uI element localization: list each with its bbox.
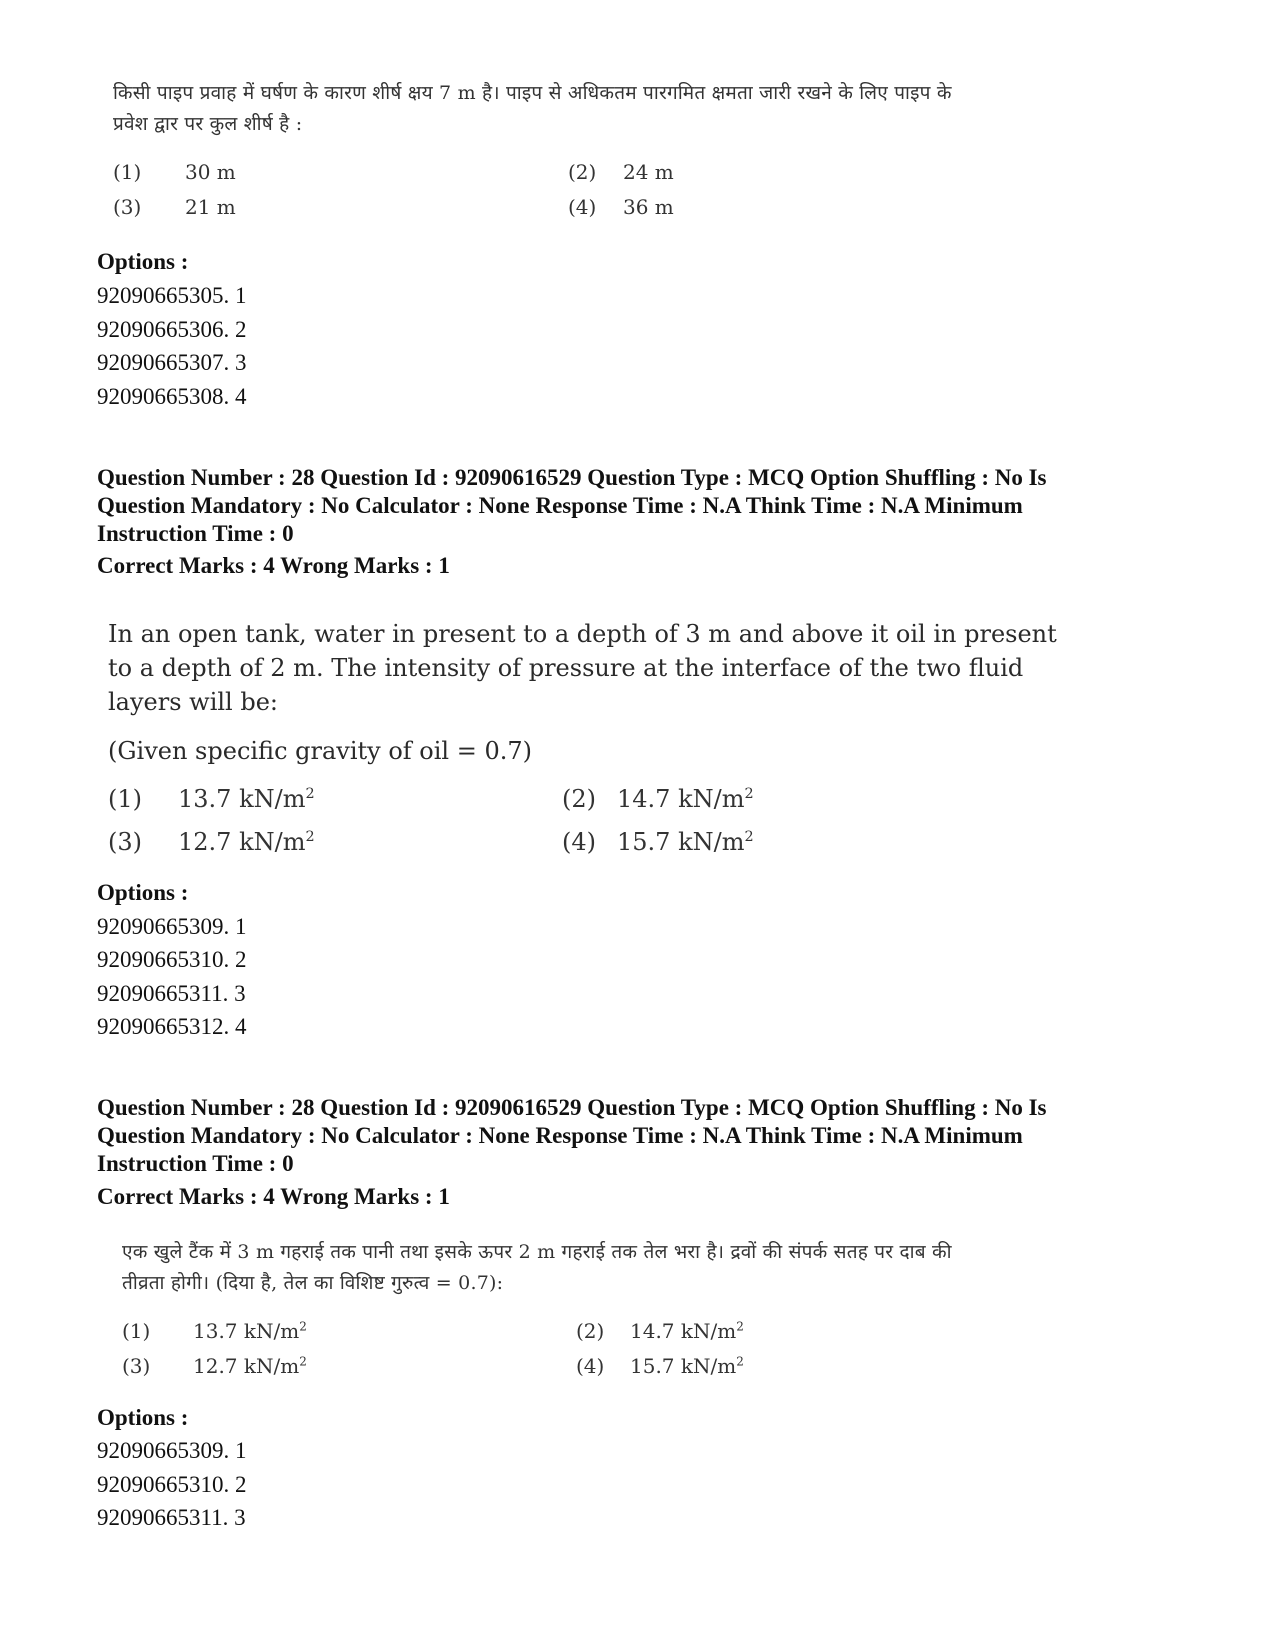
- choice-value: 21 m: [185, 195, 236, 219]
- choice-value: 30 m: [185, 160, 236, 184]
- choice-number: (3): [108, 828, 142, 856]
- question-meta: [97, 1094, 1237, 1178]
- choice-value: 14.7 $kN/m^2$: [630, 1319, 744, 1343]
- choice-number: (4): [562, 828, 596, 856]
- options-label: Options :: [97, 880, 189, 905]
- options-label: Options :: [97, 1405, 189, 1430]
- choice-value: 14.7 $kN/m^2$: [617, 785, 754, 813]
- option-line: 92090665306. 2: [97, 317, 247, 342]
- choice-value: 36 m: [623, 195, 674, 219]
- option-line: 92090665309. 1: [97, 914, 247, 939]
- choice-number: (2): [568, 160, 597, 184]
- meta-line: Question Number : 28 Question Id : 92090616529 Question Type : MCQ Option Shuffling : No Is: [97, 465, 1047, 490]
- choice-number: (2): [576, 1319, 605, 1343]
- choice-number: (4): [576, 1354, 605, 1378]
- option-line: 92090665305. 1: [97, 283, 247, 308]
- choice-value: 24 m: [623, 160, 674, 184]
- question-line: to a depth of 2 m. The intensity of pressure at the interface of the two fluid: [108, 654, 1024, 682]
- choice-value: 15.7 $kN/m^2$: [630, 1354, 744, 1378]
- option-line: 92090665307. 3: [97, 350, 247, 375]
- superscript: 2: [736, 1354, 744, 1369]
- superscript: 2: [305, 829, 315, 845]
- option-line: 92090665310. 2: [97, 1472, 247, 1497]
- choice-number: (1): [108, 785, 142, 813]
- option-line: 92090665311. 3: [97, 981, 246, 1006]
- choice-number: (3): [122, 1354, 151, 1378]
- choice-value: 13.7 $kN/m^2$: [178, 785, 315, 813]
- marks-line: Correct Marks : 4 Wrong Marks : 1: [97, 553, 450, 578]
- question-line: प्रवेश द्वार पर कुल शीर्ष है :: [113, 113, 303, 135]
- option-line: 92090665312. 4: [97, 1014, 247, 1039]
- choice-value: 12.7 $kN/m^2$: [193, 1354, 307, 1378]
- superscript: 2: [305, 786, 315, 802]
- question-meta: [97, 464, 1237, 548]
- choice-value: 13.7 $kN/m^2$: [193, 1319, 307, 1343]
- question-line: किसी पाइप प्रवाह में घर्षण के कारण शीर्ष क्षय 7 m है। पाइप से अधिकतम पारगमित क्षमता जारी रखने के लिए पाइप के: [113, 82, 952, 104]
- choice-number: (3): [113, 195, 142, 219]
- question-text-hindi-1: [113, 78, 1073, 140]
- options-label: Options :: [97, 249, 189, 274]
- choice-value: 15.7 $kN/m^2$: [617, 828, 754, 856]
- choice-number: (4): [568, 195, 597, 219]
- superscript: 2: [299, 1354, 307, 1369]
- marks-line: Correct Marks : 4 Wrong Marks : 1: [97, 1184, 450, 1209]
- superscript: 2: [744, 786, 754, 802]
- option-line: 92090665311. 3: [97, 1505, 246, 1530]
- question-text-hindi-2: [122, 1237, 1082, 1299]
- question-text-english: [108, 617, 1068, 719]
- superscript: 2: [744, 829, 754, 845]
- choice-number: (2): [562, 785, 596, 813]
- given-note: (Given specific gravity of oil = 0.7): [108, 737, 533, 765]
- meta-line: Instruction Time : 0: [97, 1151, 294, 1176]
- meta-line: Instruction Time : 0: [97, 521, 294, 546]
- question-line: layers will be:: [108, 688, 279, 716]
- question-line: In an open tank, water in present to a depth of 3 m and above it oil in present: [108, 620, 1057, 648]
- option-line: 92090665309. 1: [97, 1438, 247, 1463]
- meta-line: Question Number : 28 Question Id : 92090616529 Question Type : MCQ Option Shuffling : No Is: [97, 1095, 1047, 1120]
- option-line: 92090665308. 4: [97, 384, 247, 409]
- choice-number: (1): [113, 160, 142, 184]
- superscript: 2: [299, 1319, 307, 1334]
- choice-number: (1): [122, 1319, 151, 1343]
- meta-line: Question Mandatory : No Calculator : None Response Time : N.A Think Time : N.A Minimum: [97, 1123, 1023, 1148]
- question-line: तीव्रता होगी। (दिया है, तेल का विशिष्ट गुरुत्व = 0.7):: [122, 1272, 504, 1294]
- option-line: 92090665310. 2: [97, 947, 247, 972]
- meta-line: Question Mandatory : No Calculator : None Response Time : N.A Think Time : N.A Minimum: [97, 493, 1023, 518]
- question-line: एक खुले टैंक में 3 m गहराई तक पानी तथा इसके ऊपर 2 m गहराई तक तेल भरा है। द्रवों की संपर्क सतह पर दाब की: [122, 1241, 952, 1263]
- superscript: 2: [736, 1319, 744, 1334]
- choice-value: 12.7 $kN/m^2$: [178, 828, 315, 856]
